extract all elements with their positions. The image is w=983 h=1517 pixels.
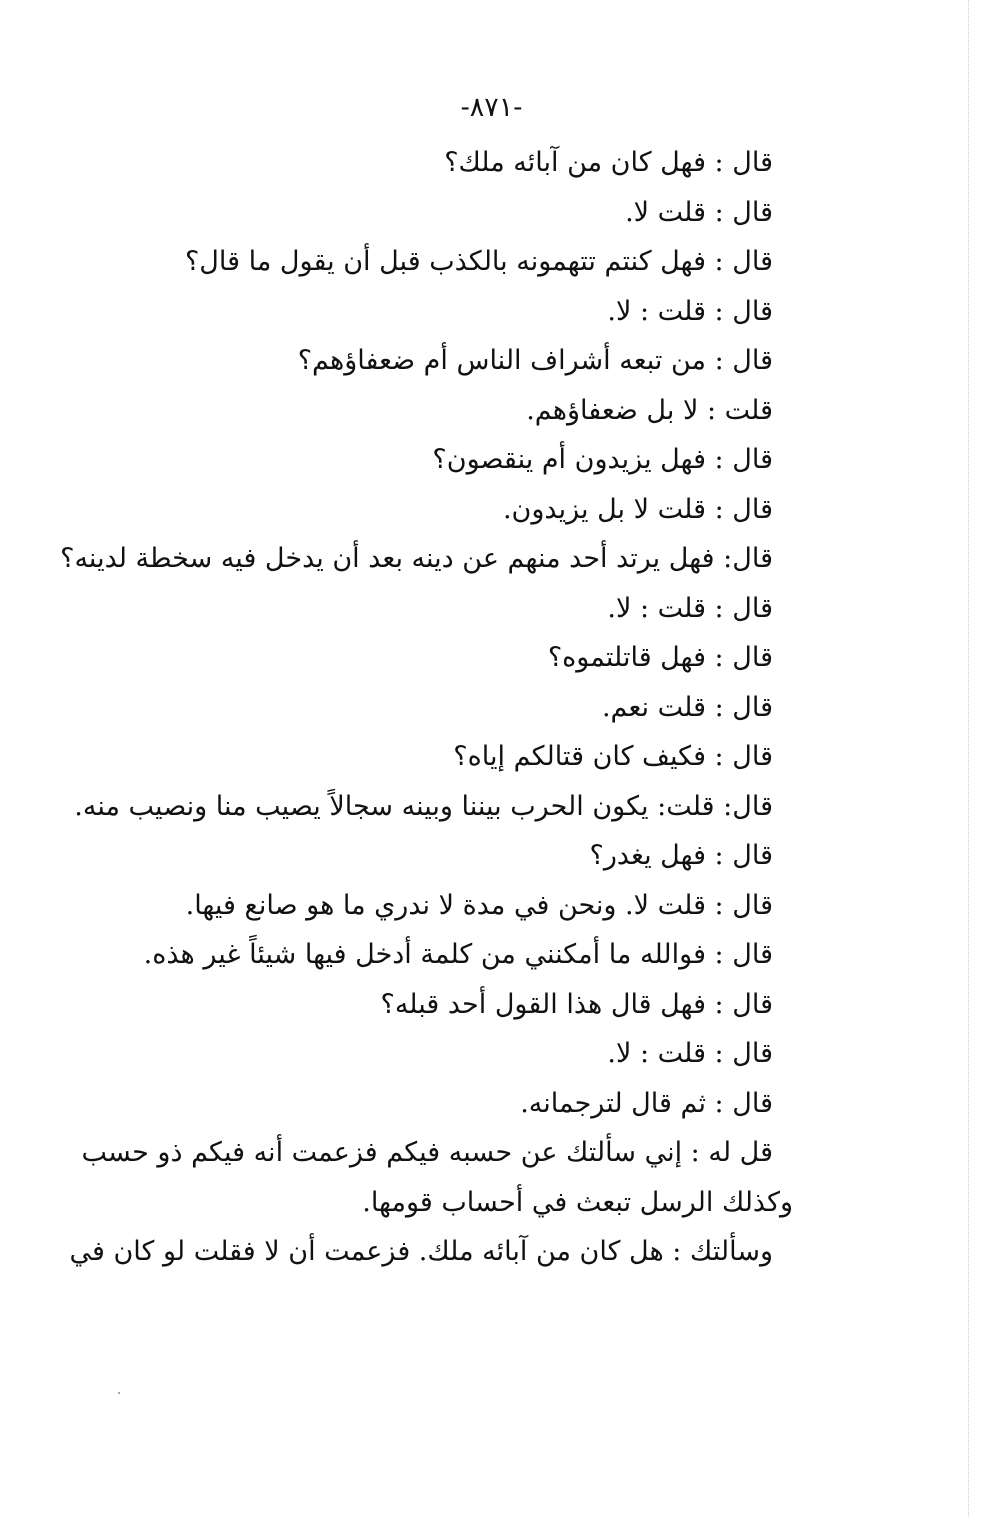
text-line: قال : من تبعه أشراف الناس أم ضعفاؤهم؟ [297,345,773,376]
text-line: قال: فهل يرتد أحد منهم عن دينه بعد أن يدخل فيه سخطة لدينه؟ [60,543,773,574]
text-line: وكذلك الرسل تبعث في أحساب قومها. [362,1186,793,1218]
text-line: قال : فهل يغدر؟ [589,840,773,871]
text-line: قل له : إني سألتك عن حسبه فيكم فزعمت أنه فيكم ذو حسب [81,1137,773,1168]
text-line: قال : فهل كنتم تتهمونه بالكذب قبل أن يقول ما قال؟ [184,246,773,277]
text-line: قال : فكيف كان قتالكم إياه؟ [453,741,773,772]
text-line: قال : فهل كان من آبائه ملك؟ [444,147,773,178]
text-line: قلت : لا بل ضعفاؤهم. [526,394,773,426]
text-line: قال : قلت : لا. [607,1038,773,1069]
scan-speck [118,1392,120,1394]
text-line: وسألتك : هل كان من آبائه ملك. فزعمت أن لا فقلت لو كان في [69,1236,773,1267]
text-line: قال : فهل قال هذا القول أحد قبله؟ [380,988,773,1020]
text-line: قال : قلت : لا. [607,295,773,327]
text-line: قال : قلت لا. ونحن في مدة لا ندري ما هو صانع فيها. [185,889,773,921]
page-number: -٨٧١- [460,92,523,123]
page-edge-rule [968,0,969,1517]
text-line: قال : فهل يزيدون أم ينقصون؟ [432,444,773,475]
text-line: قال : فهل قاتلتموه؟ [547,642,773,673]
text-line: قال : فوالله ما أمكنني من كلمة أدخل فيها شيئاً غير هذه. [143,939,773,970]
text-line: قال : قلت لا. [625,196,773,228]
body-text [60,138,793,1277]
text-line: قال : قلت لا بل يزيدون. [502,493,773,525]
text-line: قال : قلت : لا. [607,592,773,624]
text-line: قال : قلت نعم. [601,691,773,723]
text-line: قال: قلت: يكون الحرب بيننا وبينه سجالاً يصيب منا ونصيب منه. [74,790,773,822]
text-line: قال : ثم قال لترجمانه. [520,1087,773,1119]
